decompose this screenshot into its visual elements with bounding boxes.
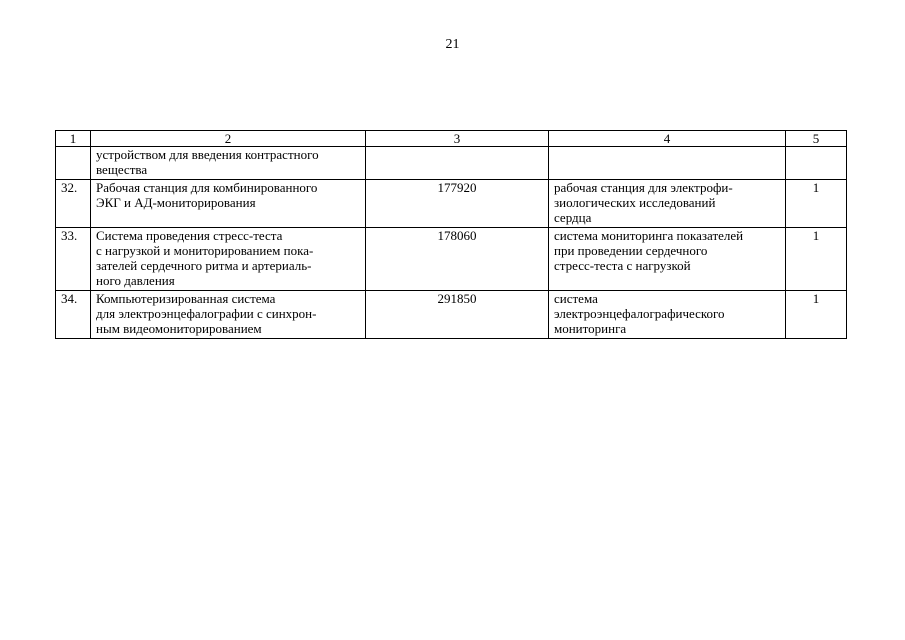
column-header: 1 xyxy=(56,131,91,147)
row-number xyxy=(56,147,91,180)
row-number: 32. xyxy=(56,180,91,228)
equipment-description xyxy=(549,147,786,180)
equipment-quantity: 1 xyxy=(786,180,847,228)
table-header-row xyxy=(56,131,847,147)
row-number: 34. xyxy=(56,291,91,339)
column-header: 5 xyxy=(786,131,847,147)
column-header: 3 xyxy=(366,131,549,147)
equipment-name: Система проведения стресс-теста с нагрузкой и мониторированием пока- зателей сердечного ритма и артериаль- ного давления xyxy=(91,228,366,291)
equipment-code: 177920 xyxy=(366,180,549,228)
table-row xyxy=(56,291,847,339)
equipment-code: 178060 xyxy=(366,228,549,291)
equipment-table xyxy=(55,130,847,339)
column-header: 2 xyxy=(91,131,366,147)
table-row xyxy=(56,228,847,291)
equipment-code xyxy=(366,147,549,180)
page-number: 21 xyxy=(445,37,460,52)
equipment-name: Рабочая станция для комбинированного ЭКГ и АД-мониторирования xyxy=(91,180,366,228)
equipment-description: рабочая станция для электрофи- зиологических исследований сердца xyxy=(549,180,786,228)
column-header: 4 xyxy=(549,131,786,147)
equipment-quantity xyxy=(786,147,847,180)
equipment-description: система мониторинга показателей при проведении сердечного стресс-теста с нагрузкой xyxy=(549,228,786,291)
table-row xyxy=(56,180,847,228)
equipment-description: система электроэнцефалографического мониторинга xyxy=(549,291,786,339)
table-row xyxy=(56,147,847,180)
equipment-quantity: 1 xyxy=(786,291,847,339)
equipment-name: устройством для введения контрастного вещества xyxy=(91,147,366,180)
row-number: 33. xyxy=(56,228,91,291)
equipment-quantity: 1 xyxy=(786,228,847,291)
equipment-code: 291850 xyxy=(366,291,549,339)
equipment-name: Компьютеризированная система для электроэнцефалографии с синхрон- ным видеомониторированием xyxy=(91,291,366,339)
